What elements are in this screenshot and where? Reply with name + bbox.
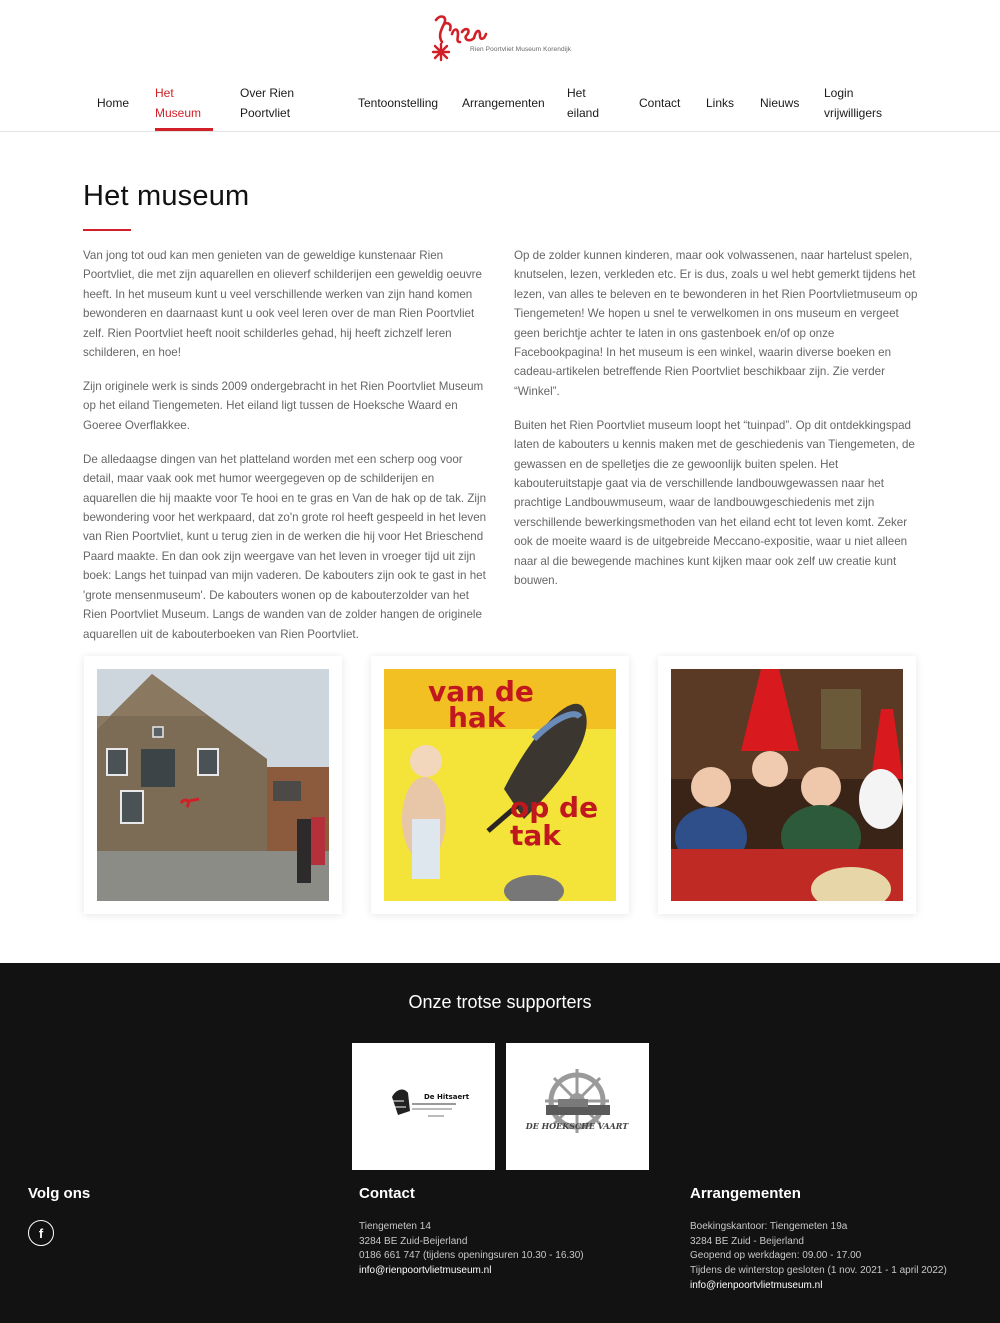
supporter-2-name: DE HOEKSCHE VAART bbox=[525, 1121, 629, 1131]
logo-subtitle: Rien Poortvliet Museum Korendijk bbox=[470, 46, 572, 53]
supporter-logo-de-hoeksche-vaart[interactable] bbox=[506, 1043, 649, 1170]
book-cover-image bbox=[384, 669, 616, 901]
nav-het-eiland[interactable] bbox=[567, 84, 599, 123]
supporter-logo-de-hitsaert[interactable] bbox=[352, 1043, 495, 1170]
supporters-title: Onze trotse supporters bbox=[408, 992, 592, 1012]
rien-logo-icon bbox=[430, 10, 570, 66]
nav-login-line1: Login bbox=[824, 86, 854, 100]
nav-eiland-line2: eiland bbox=[567, 105, 600, 120]
paragraph: Buiten het Rien Poortvliet museum loopt het “tuinpad”. Op dit ontdekkingspad laten de kabouters u kennis maken met de geschiedenis van Tiengemeten, de gewassen en de spelletjes die ze gewoonlijk buiten spelen. Het kabouteruitstapje gaat via de verschillende landbouwgewassen naar het prachtige Landbouwmuseum, waar de landbouwgeschiedenis met zijn verschillende bewerkingsmethoden van het eiland echt tot leven komt. Zeker ook de moeite waard is de uitgebreide Meccano-expositie, waar u niet alleen naar al die bewegende machines kunt kijken maar ook zelf uw creatie kunt bouwen. bbox=[514, 418, 915, 588]
paragraph: Op de zolder kunnen kinderen, maar ook volwassenen, naar hartelust spelen, knutselen, lezen, verkleden etc. Er is dus, zoals u wel hebt gemerkt tijdens het lezen, van alles te beleven en te bewonderen in het Rien Poortvlietmuseum op Tiengemeten! We hopen u snel te verwelkomen in ons museum en vergeet geen berichtje achter te laten in ons gastenboek en/of op onze Facebookpagina! In het museum is een winkel, waarin diverse boeken en cadeau-artikelen betreffende Rien Poortvliet beschikbaar zijn. Zie verder “Winkel”. bbox=[514, 249, 918, 398]
contact-postal: 3284 BE Zuid-Beijerland bbox=[359, 1235, 468, 1247]
book-title-line2: hak bbox=[448, 701, 506, 734]
facebook-icon[interactable]: f bbox=[28, 1220, 54, 1246]
nav-nieuws[interactable]: Nieuws bbox=[760, 96, 800, 110]
page-title: Het museum bbox=[83, 180, 250, 212]
active-nav-indicator bbox=[155, 128, 213, 131]
site-footer bbox=[0, 963, 1000, 1323]
museum-building-photo bbox=[97, 669, 329, 901]
nav-login-vrijwilligers[interactable] bbox=[824, 84, 882, 123]
content-column-right bbox=[514, 246, 919, 605]
site-logo[interactable] bbox=[430, 10, 570, 66]
gnome-children-photo bbox=[671, 669, 903, 901]
book-title-line1: van de bbox=[428, 675, 534, 708]
site-header bbox=[0, 0, 1000, 132]
volg-ons-heading: Volg ons bbox=[28, 1185, 91, 1202]
nav-links[interactable]: Links bbox=[706, 96, 735, 110]
nav-over-line1: Over Rien bbox=[240, 86, 295, 100]
book-title-line3: op de bbox=[510, 791, 599, 824]
arrangementen-details bbox=[690, 1220, 947, 1294]
nav-arrangementen[interactable]: Arrangementen bbox=[462, 96, 545, 110]
title-divider bbox=[83, 229, 131, 231]
contact-details bbox=[359, 1220, 584, 1279]
paragraph: Zijn originele werk is sinds 2009 ondergebracht in het Rien Poortvliet Museum op het eiland Tiengemeten. Het eiland ligt tussen de Hoeksche Waard en Goeree Overflakkee. bbox=[83, 380, 484, 432]
contact-address: Tiengemeten 14 bbox=[359, 1221, 431, 1232]
contact-email-link[interactable]: info@rienpoortvlietmuseum.nl bbox=[359, 1265, 492, 1277]
contact-phone: 0186 661 747 (tijdens openingsuren 10.30 - 16.30) bbox=[359, 1250, 584, 1262]
arrangementen-heading: Arrangementen bbox=[690, 1185, 801, 1202]
paragraph: Van jong tot oud kan men genieten van de geweldige kunstenaar Rien Poortvliet, die met zijn aquarellen en olieverf schilderijen een geweldig oeuvre heeft. In het museum kunt u veel verschillende werken van zijn hand komen bewonderen en daarnaast kunt u ook veel leren over de man Rien Poortvliet zelf. Rien Poortvliet heeft nooit schilderles gehad, hij heeft zichzelf leren schilderen, en hoe! bbox=[83, 249, 482, 360]
nav-contact[interactable]: Contact bbox=[639, 96, 681, 110]
supporter-1-name: De Hitsaert bbox=[424, 1093, 470, 1101]
nav-tentoonstelling[interactable]: Tentoonstelling bbox=[358, 96, 439, 110]
gallery-card-gnome-children[interactable] bbox=[658, 656, 916, 914]
arrangementen-hours: Geopend op werkdagen: 09.00 - 17.00 bbox=[690, 1250, 862, 1262]
arrangementen-email-link[interactable]: info@rienpoortvlietmuseum.nl bbox=[690, 1279, 823, 1291]
gallery-card-museum-building[interactable] bbox=[84, 656, 342, 914]
nav-over-line2: Poortvliet bbox=[240, 105, 291, 120]
gallery-card-book-cover[interactable] bbox=[371, 656, 629, 914]
nav-het-museum-line2: Museum bbox=[155, 105, 202, 120]
nav-login-line2: vrijwilligers bbox=[824, 105, 883, 120]
arrangementen-office: Boekingskantoor: Tiengemeten 19a bbox=[690, 1221, 848, 1232]
arrangementen-postal: 3284 BE Zuid - Beijerland bbox=[690, 1235, 804, 1247]
content-column-left bbox=[83, 246, 488, 659]
nav-home[interactable]: Home bbox=[97, 96, 130, 110]
book-title-line4: tak bbox=[510, 819, 561, 852]
nav-het-museum[interactable] bbox=[155, 84, 201, 123]
nav-het-museum-line1: Het bbox=[155, 86, 174, 100]
nav-over-rien-poortvliet[interactable] bbox=[240, 84, 294, 123]
contact-heading: Contact bbox=[359, 1185, 415, 1202]
arrangementen-winter-closure: Tijdens de winterstop gesloten (1 nov. 2021 - 1 april 2022) bbox=[690, 1265, 947, 1277]
nav-eiland-line1: Het bbox=[567, 86, 586, 100]
paragraph: De alledaagse dingen van het platteland worden met een scherp oog voor detail, maar vaak ook met humor weergegeven op de schilderijen en aquarellen die hij maakte voor Te hooi en te gras en Van de hak op de tak. Zijn bewondering voor het werkpaard, dat zo'n grote rol heeft gespeeld in het leven van Rien Poortvliet, kunt u terug zien in de werken die hij voor Het Brieschend Paard maakte. En dan ook zijn weergave van het leven in vroeger tijd uit zijn boek: Langs het tuinpad van mijn vaderen. De kabouters zijn ook te gast in het 'grote mensenmuseum'. De kabouters wonen op de kabouterzolder van het Rien Poortvliet Museum. Langs de wanden van de zolder hangen de originele aquarellen uit de kabouterboeken van Rien Poortvliet. bbox=[83, 452, 487, 641]
